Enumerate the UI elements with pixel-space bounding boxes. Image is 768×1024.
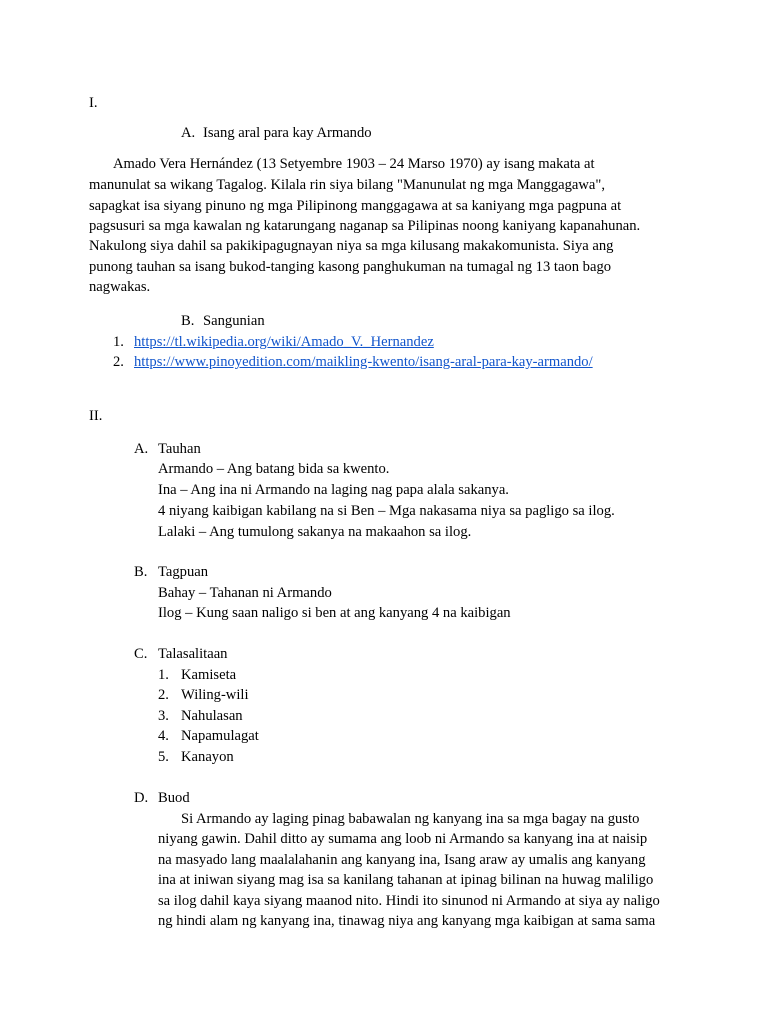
buod-line: Si Armando ay laging pinag babawalan ng kanyang ina sa mga bagay na gusto	[181, 811, 640, 827]
tagpuan-marker: B.	[134, 564, 148, 580]
buod-line: niyang gawin. Dahil ditto ay sumama ang loob ni Armando sa kanyang ina at naisip	[158, 831, 648, 847]
heading-a-marker: A.	[181, 125, 196, 141]
section-2-numeral: II.	[89, 408, 103, 424]
buod-line: ina at iniwan siyang mag isa sa kanilang tahanan at ipinag bilinan na huwag maliligo	[158, 872, 654, 888]
heading-b-title: Sangunian	[203, 313, 265, 329]
heading-a-title: Isang aral para kay Armando	[203, 125, 372, 141]
vocab-word: Nahulasan	[181, 708, 243, 724]
paragraph-line: nagwakas.	[89, 279, 151, 295]
paragraph-line: manunulat sa wikang Tagalog. Kilala rin siya bilang "Manunulat ng mga Manggagawa",	[89, 177, 606, 193]
paragraph-line: Amado Vera Hernández (13 Setyembre 1903 – 24 Marso 1970) ay isang makata at	[113, 156, 595, 172]
source-link-wikipedia[interactable]: https://tl.wikipedia.org/wiki/Amado_V._Hernandez	[134, 334, 434, 350]
talasalitaan-marker: C.	[134, 646, 148, 662]
vocab-number: 4.	[158, 728, 169, 744]
buod-line: sa ilog dahil kaya siyang maanod nito. Hindi ito sinunod ni Armando at siya ay naligo	[158, 893, 660, 909]
tauhan-line: Lalaki – Ang tumulong sakanya na makaahon sa ilog.	[158, 524, 472, 540]
tauhan-title: Tauhan	[158, 441, 201, 457]
tauhan-line: Ina – Ang ina ni Armando na laging nag papa alala sakanya.	[158, 482, 509, 498]
tagpuan-line: Bahay – Tahanan ni Armando	[158, 585, 332, 601]
vocab-word: Wiling-wili	[181, 687, 249, 703]
tauhan-marker: A.	[134, 441, 149, 457]
vocab-word: Kanayon	[181, 749, 234, 765]
buod-marker: D.	[134, 790, 149, 806]
tagpuan-line: Ilog – Kung saan naligo si ben at ang kanyang 4 na kaibigan	[158, 605, 511, 621]
vocab-number: 5.	[158, 749, 169, 765]
paragraph-line: pagsusuri sa mga kawalan ng katarungang naganap sa Pilipinas noong kaniyang kapanahunan.	[89, 218, 641, 234]
source-number: 1.	[113, 334, 124, 350]
talasalitaan-title: Talasalitaan	[158, 646, 228, 662]
paragraph-line: punong tauhan sa isang bukod-tanging kasong panghukuman na tumagal ng 13 taon bago	[89, 259, 612, 275]
source-number: 2.	[113, 354, 124, 370]
source-link-pinoyedition[interactable]: https://www.pinoyedition.com/maikling-kwento/isang-aral-para-kay-armando/	[134, 354, 593, 370]
buod-line: ng hindi alam ng kanyang ina, tinawag niya ang kanyang mga kaibigan at sama sama	[158, 913, 656, 929]
paragraph-line: Nakulong siya dahil sa pakikipagugnayan niya sa mga kilusang makakomunista. Siya ang	[89, 238, 614, 254]
vocab-number: 3.	[158, 708, 169, 724]
buod-title: Buod	[158, 790, 190, 806]
buod-line: na masyado lang maalalahanin ang kanyang ina, Isang araw ay umalis ang kanyang	[158, 852, 646, 868]
section-1-numeral: I.	[89, 95, 98, 111]
vocab-word: Napamulagat	[181, 728, 259, 744]
tauhan-line: Armando – Ang batang bida sa kwento.	[158, 461, 390, 477]
vocab-word: Kamiseta	[181, 667, 237, 683]
vocab-number: 2.	[158, 687, 169, 703]
paragraph-line: sapagkat isa siyang pinuno ng mga Pilipinong manggagawa at sa kaniyang mga pagpuna at	[89, 198, 622, 214]
heading-b-marker: B.	[181, 313, 195, 329]
tagpuan-title: Tagpuan	[158, 564, 209, 580]
tauhan-line: 4 niyang kaibigan kabilang na si Ben – Mga nakasama niya sa pagligo sa ilog.	[158, 503, 615, 519]
vocab-number: 1.	[158, 667, 169, 683]
